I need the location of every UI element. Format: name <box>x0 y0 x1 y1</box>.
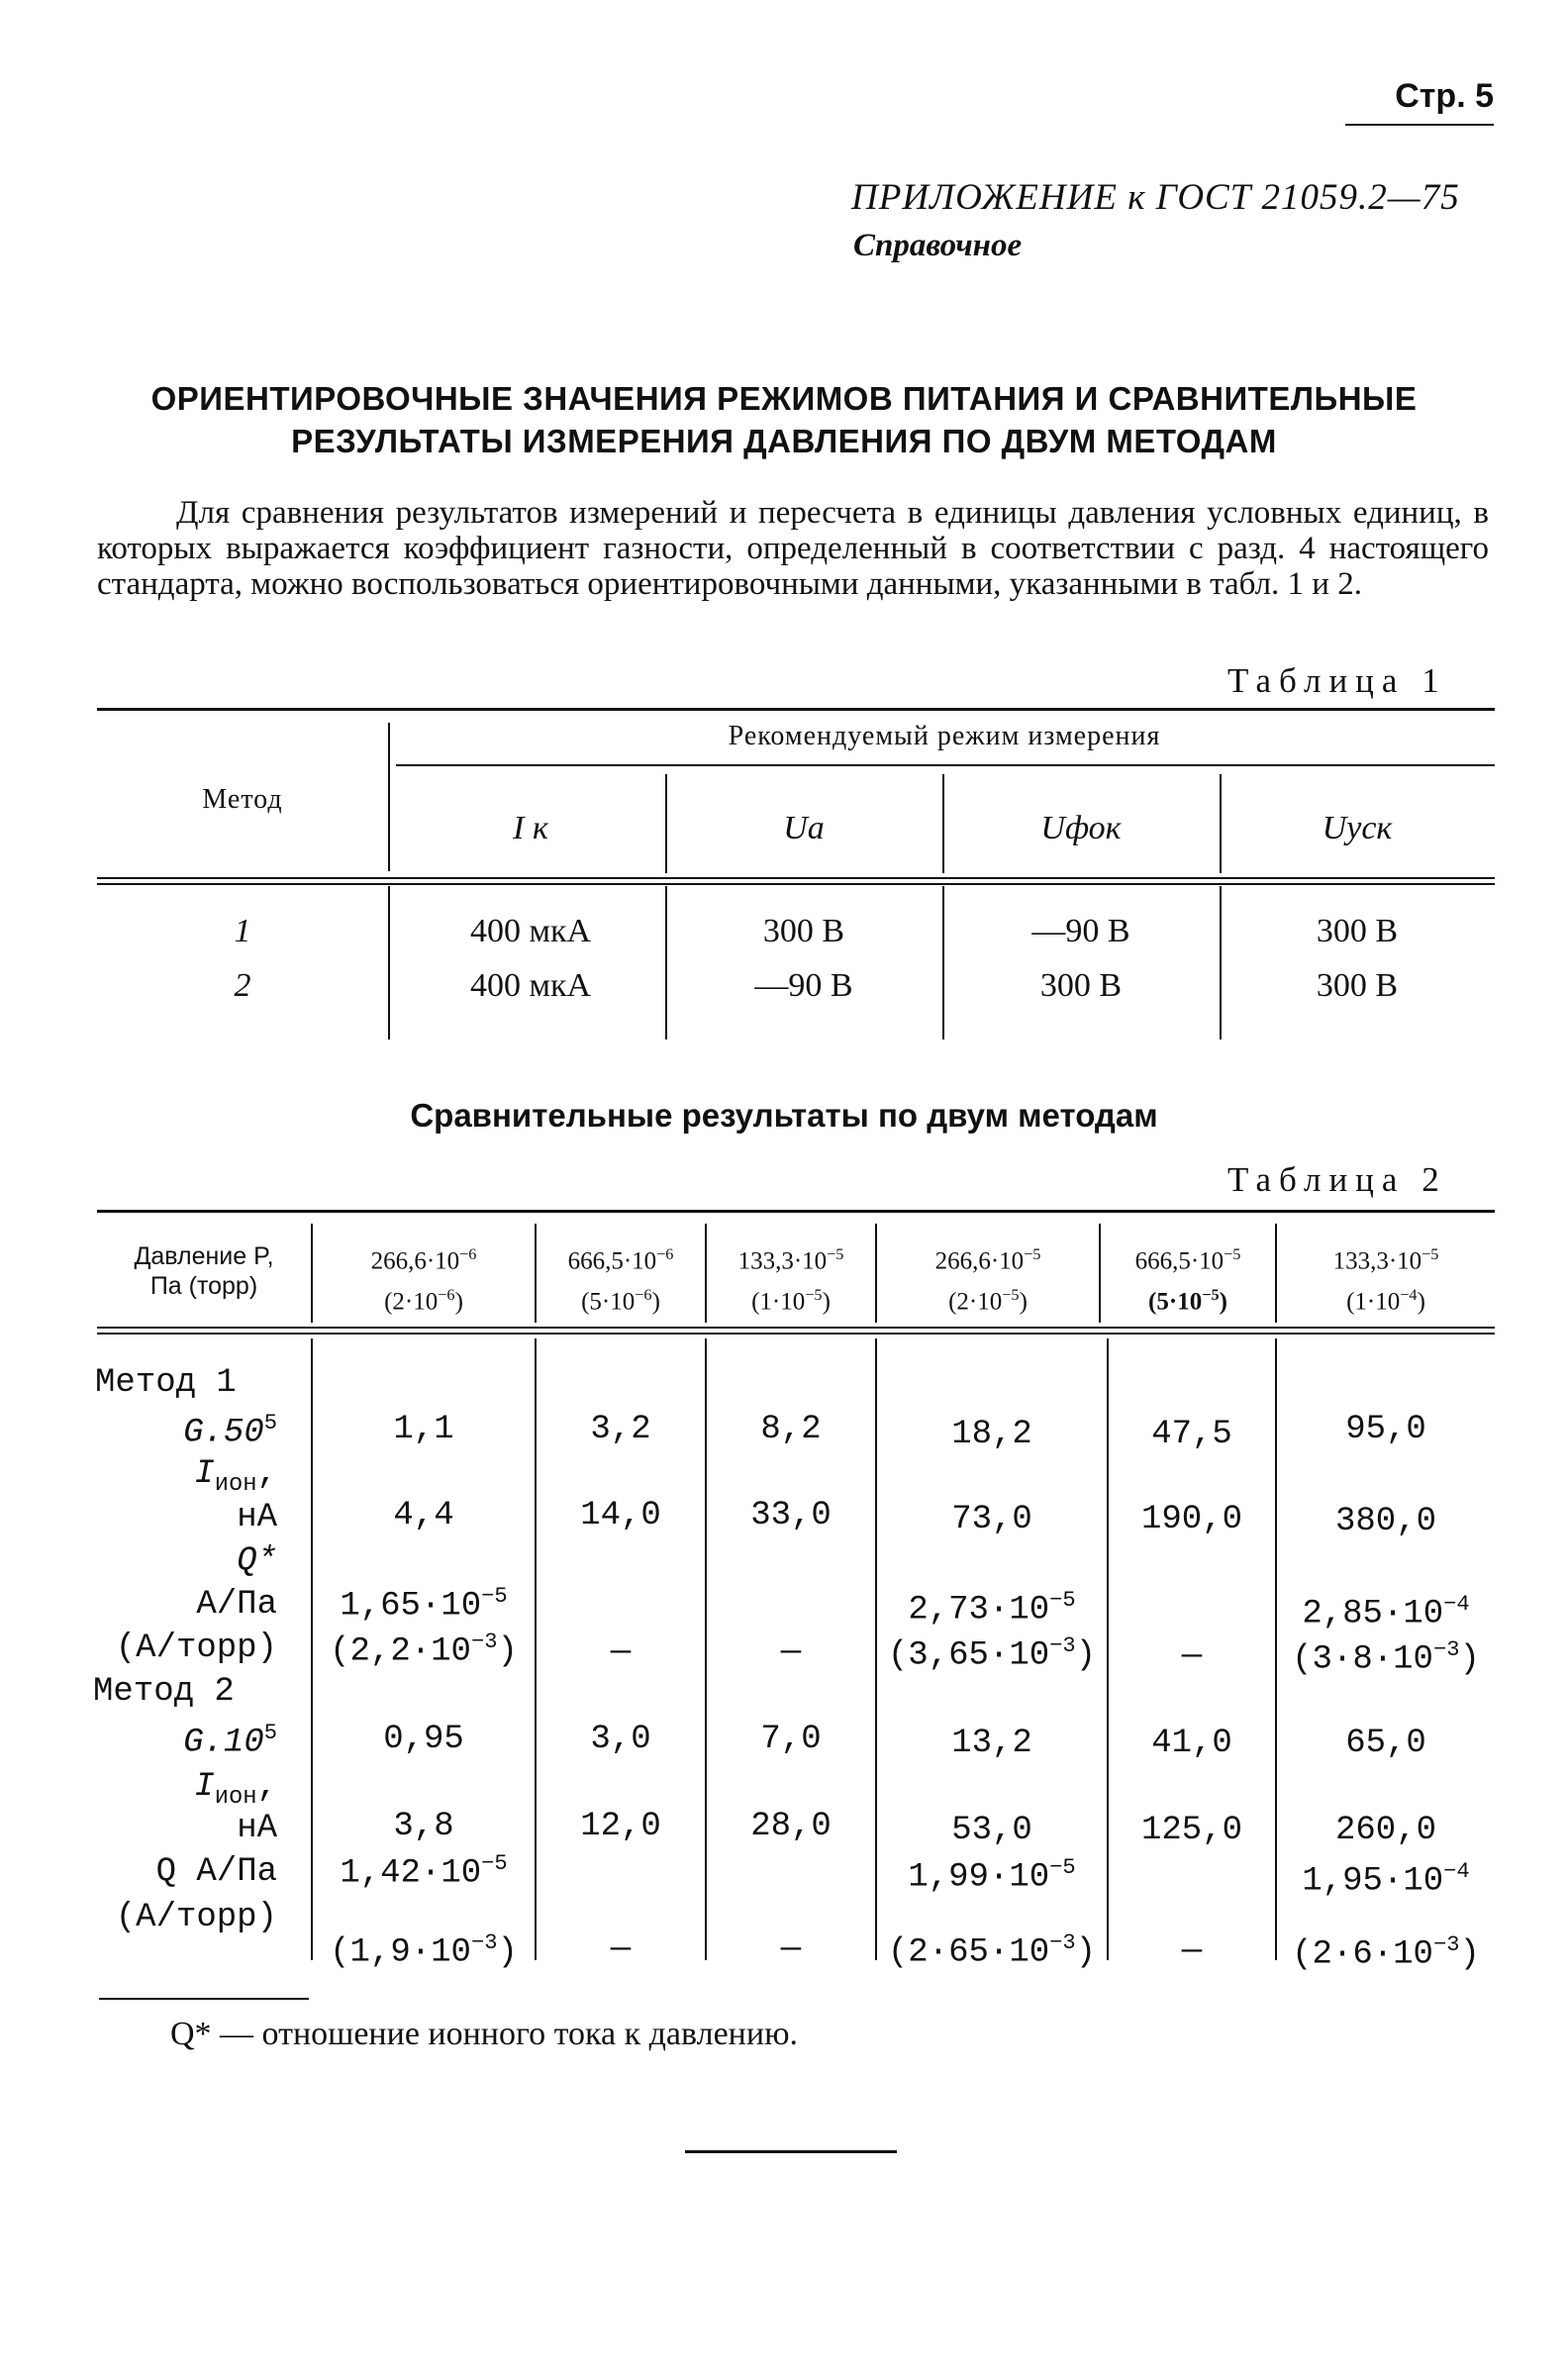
footnote-rule <box>99 1998 309 2000</box>
page-number-underline <box>1345 124 1494 126</box>
pressure-header-line1: Давление P, <box>134 1242 274 1270</box>
m1-g-4: 18,2 <box>951 1416 1032 1453</box>
m1-q-4: $2,73\cdot 10^{-5}$ <box>908 1588 1076 1630</box>
m1-g-2: 3,2 <box>590 1411 651 1448</box>
m1-i-5: 190,0 <box>1140 1501 1243 1538</box>
m1-i-2: 14,0 <box>580 1497 661 1534</box>
method2-q-label: Q А/Па <box>155 1853 277 1891</box>
table1-row2-ufok: 300 В <box>1039 967 1123 1004</box>
method1-i-label: $I_{ион}$, <box>194 1455 277 1498</box>
m2-g-1: 0,95 <box>383 1721 464 1758</box>
m2-qt-4: $(2\cdot 65\cdot 10^{-3})$ <box>887 1930 1097 1972</box>
m2-g-4: 13,2 <box>951 1725 1032 1762</box>
method2-g-label: $G.10^5$ <box>183 1721 277 1762</box>
table2-caption: Сравнительные результаты по двум методам <box>410 1097 1158 1134</box>
table1-top-rule <box>97 708 1495 711</box>
appendix-reference: ПРИЛОЖЕНИЕ к ГОСТ 21059.2—75 <box>851 177 1460 218</box>
method1-q-unit-torr: (А/торр) <box>115 1630 277 1667</box>
m2-q-4: $1,99\cdot 10^{-5}$ <box>908 1855 1076 1897</box>
m2-g-5: 41,0 <box>1151 1725 1232 1762</box>
m2-q-1: $1,42\cdot 10^{-5}$ <box>340 1851 508 1893</box>
method2-i-label: $I_{ион}$, <box>194 1768 277 1811</box>
table1-row1-ua: 300 В <box>762 913 845 949</box>
table1-divider <box>942 886 944 1039</box>
table2-header-rule <box>97 1333 1495 1335</box>
table1-divider <box>388 723 390 871</box>
table1-row1-method: 1 <box>234 913 251 949</box>
method1-label: Метод 1 <box>95 1364 237 1402</box>
document-title-line-1: ОРИЕНТИРОВОЧНЫЕ ЗНАЧЕНИЯ РЕЖИМОВ ПИТАНИЯ И СРАВНИТЕЛЬНЫЕ <box>150 380 1418 417</box>
m1-g-5: 47,5 <box>1151 1416 1232 1453</box>
method2-q-unit-torr: (А/торр) <box>115 1899 277 1936</box>
table1-col-ufok: Uфок <box>1040 810 1122 846</box>
m2-qt-5: — <box>1181 1932 1203 1970</box>
table1-col-method: Метод <box>202 784 283 815</box>
m1-i-4: 73,0 <box>951 1501 1032 1538</box>
m1-qt-1: $(2,2\cdot 10^{-3})$ <box>330 1630 518 1671</box>
m1-qt-2: — <box>610 1633 632 1671</box>
table1-divider <box>388 886 390 1039</box>
page-number: Стр. 5 <box>1395 77 1494 115</box>
m2-i-1: 3,8 <box>393 1808 454 1845</box>
m1-i-6: 380,0 <box>1334 1503 1437 1540</box>
table1-group-header: Рекомендуемый режим измерения <box>728 721 1161 751</box>
table1-col-ua: Ua <box>783 810 825 846</box>
m1-i-3: 33,0 <box>750 1497 832 1534</box>
table1-col-uusk: Uуск <box>1322 810 1393 846</box>
method1-q-unit: А/Па <box>196 1586 277 1624</box>
pressure-header-line2: Па (торр) <box>149 1272 258 1300</box>
table2-col-pressure-1: $266,6\cdot 10^{-6}$ $(2\cdot 10^{-6})$ <box>370 1245 477 1316</box>
method2-label: Метод 2 <box>93 1673 235 1711</box>
method1-q-label: Q* <box>237 1542 277 1580</box>
table1-row2-ua: —90 В <box>754 967 853 1004</box>
m2-i-2: 12,0 <box>580 1808 661 1845</box>
m2-i-6: 260,0 <box>1334 1812 1437 1849</box>
end-rule <box>685 2150 897 2153</box>
m2-qt-6: $(2\cdot 6\cdot 10^{-3})$ <box>1292 1932 1480 1974</box>
table1-row2-method: 2 <box>234 967 251 1004</box>
m2-qt-3: — <box>780 1930 802 1968</box>
table1-group-rule <box>396 764 1495 766</box>
m1-g-6: 95,0 <box>1345 1411 1426 1448</box>
method1-i-unit: нА <box>237 1499 277 1536</box>
table2-col-pressure-6: $133,3\cdot 10^{-5}$ $(1\cdot 10^{-4})$ <box>1332 1245 1439 1316</box>
intro-text: Для сравнения результатов измерений и пересчета в единицы давления условных единиц, в которых выражается коэффициент газности, определенный в соответствии с разд. 4 настоящего стандарта, можно воспользоваться ориентировочными данными, указанными в табл. 1 и 2. <box>97 495 1489 602</box>
m2-i-5: 125,0 <box>1140 1812 1243 1849</box>
m2-g-6: 65,0 <box>1345 1725 1426 1762</box>
table1-header-rule <box>97 877 1495 879</box>
table1-divider <box>665 886 667 1039</box>
m1-qt-3: — <box>780 1633 802 1671</box>
reference-type: Справочное <box>853 228 1023 263</box>
table2-label: Таблица 2 <box>1227 1160 1447 1199</box>
m1-g-1: 1,1 <box>393 1411 454 1448</box>
table1-label: Таблица 1 <box>1227 661 1447 700</box>
m2-q-6: $1,95\cdot 10^{-4}$ <box>1302 1859 1470 1901</box>
method1-g-label: $G.50^5$ <box>183 1411 277 1452</box>
table2-pressure-header <box>97 1241 311 1301</box>
m1-q-1: $1,65\cdot 10^{-5}$ <box>340 1584 508 1626</box>
table2-col-pressure-2: $666,5\cdot 10^{-6}$ $(5\cdot 10^{-6})$ <box>567 1245 674 1316</box>
m2-g-2: 3,0 <box>590 1721 651 1758</box>
table2-col-pressure-3: $133,3\cdot 10^{-5}$ $(1\cdot 10^{-5})$ <box>737 1245 844 1316</box>
method2-i-unit: нА <box>237 1810 277 1847</box>
table1-row2-uusk: 300 В <box>1316 967 1399 1004</box>
table1-col-ik: I к <box>513 810 548 846</box>
m2-i-3: 28,0 <box>750 1808 832 1845</box>
m2-i-4: 53,0 <box>951 1812 1032 1849</box>
table1-row1-ik: 400 мкА <box>469 913 592 949</box>
table2-top-rule <box>97 1210 1495 1213</box>
m1-i-1: 4,4 <box>393 1497 454 1534</box>
table2-col-pressure-5: $666,5\cdot 10^{-5}$ $(5\cdot 10^{-5})$ <box>1134 1245 1241 1316</box>
m1-qt-6: $(3\cdot 8\cdot 10^{-3})$ <box>1292 1637 1480 1679</box>
m1-qt-4: $(3,65\cdot 10^{-3})$ <box>887 1633 1097 1675</box>
table2-col-pressure-4: $266,6\cdot 10^{-5}$ $(2\cdot 10^{-5})$ <box>934 1245 1041 1316</box>
table1-divider <box>1220 886 1222 1039</box>
table2-header-rule <box>97 1327 1495 1329</box>
intro-paragraph <box>97 495 1489 602</box>
m1-qt-5: — <box>1181 1637 1203 1675</box>
table1-row2-ik: 400 мкА <box>469 967 592 1004</box>
m1-g-3: 8,2 <box>760 1411 822 1448</box>
table1-header-rule <box>97 883 1495 885</box>
m2-g-3: 7,0 <box>760 1721 822 1758</box>
footnote: Q* — отношение ионного тока к давлению. <box>170 2016 798 2052</box>
table1-row1-uusk: 300 В <box>1316 913 1399 949</box>
m2-qt-2: — <box>610 1930 632 1968</box>
m1-q-6: $2,85\cdot 10^{-4}$ <box>1302 1592 1470 1633</box>
m2-qt-1: $(1,9\cdot 10^{-3})$ <box>330 1930 518 1972</box>
table1-row1-ufok: —90 В <box>1031 913 1130 949</box>
document-title-line-2: РЕЗУЛЬТАТЫ ИЗМЕРЕНИЯ ДАВЛЕНИЯ ПО ДВУМ МЕТОДАМ <box>291 423 1277 459</box>
